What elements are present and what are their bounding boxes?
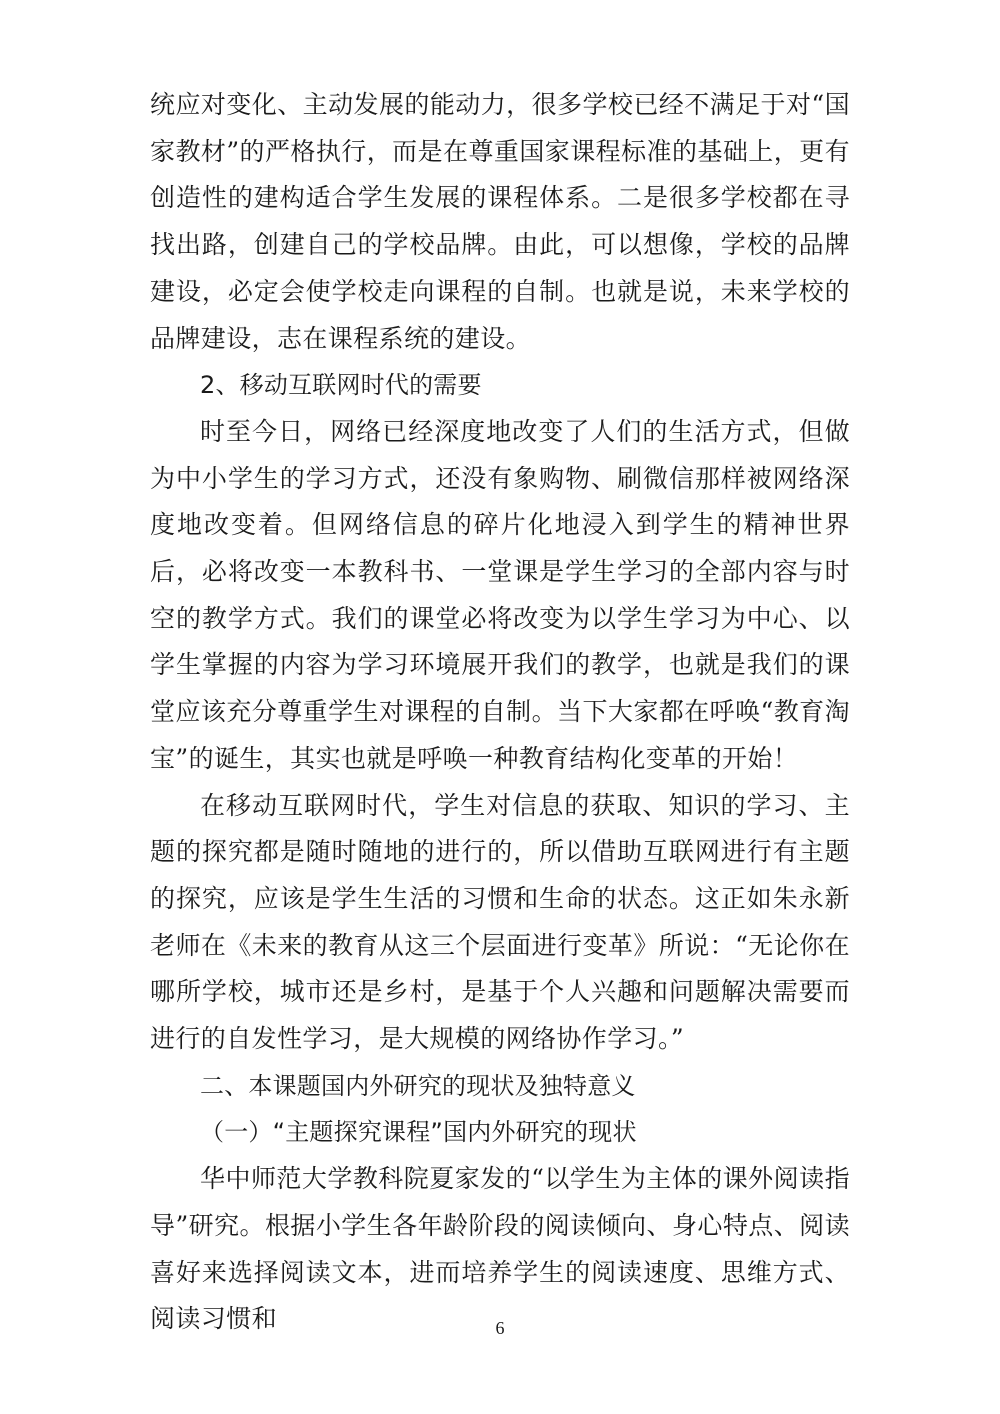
section-heading-research-status: 二、本课题国内外研究的现状及独特意义: [200, 1071, 636, 1100]
paragraph-huazhong-research: 华中师范大学教科院夏家发的“以学生为主体的课外阅读指导”研究。根据小学生各年龄阶段的阅读倾向、身心特点、阅读喜好来选择阅读文本，进而培养学生的阅读速度、思维方式、阅读习惯和: [150, 1164, 850, 1334]
body-text: [150, 82, 850, 1343]
subheading-mobile-internet: 2、移动互联网时代的需要: [200, 371, 482, 400]
subsection-heading-domestic-foreign: （一）“主题探究课程”国内外研究的现状: [200, 1118, 637, 1147]
paragraph-network-change: 时至今日，网络已经深度地改变了人们的生活方式，但做为中小学生的学习方式，还没有象购物、刷微信那样被网络深度地改变着。但网络信息的碎片化地浸入到学生的精神世界后，必将改变一本教科书、一堂课是学生学习的全部内容与时空的教学方式。我们的课堂必将改变为以学生学习为中心、以学生掌握的内容为学习环境展开我们的教学，也就是我们的课堂应该充分尊重学生对课程的自制。当下大家都在呼唤“教育淘宝”的诞生，其实也就是呼唤一种教育结构化变革的开始！: [150, 416, 850, 773]
paragraph-mobile-era: 在移动互联网时代，学生对信息的获取、知识的学习、主题的探究都是随时随地的进行的，所以借助互联网进行有主题的探究，应该是学生生活的习惯和生命的状态。这正如朱永新老师在《未来的教育从这三个层面进行变革》所说：“无论你在哪所学校，城市还是乡村，是基于个人兴趣和问题解决需要而进行的自发性学习，是大规模的网络协作学习。”: [150, 790, 850, 1054]
paragraph-continuation: 统应对变化、主动发展的能动力，很多学校已经不满足于对“国家教材”的严格执行，而是在尊重国家课程标准的基础上，更有创造性的建构适合学生发展的课程体系。二是很多学校都在寻找出路，创建自己的学校品牌。由此，可以想像，学校的品牌建设，必定会使学校走向课程的自制。也就是说，未来学校的品牌建设，志在课程系统的建设。: [150, 90, 850, 353]
page-number: 6: [495, 1318, 505, 1338]
